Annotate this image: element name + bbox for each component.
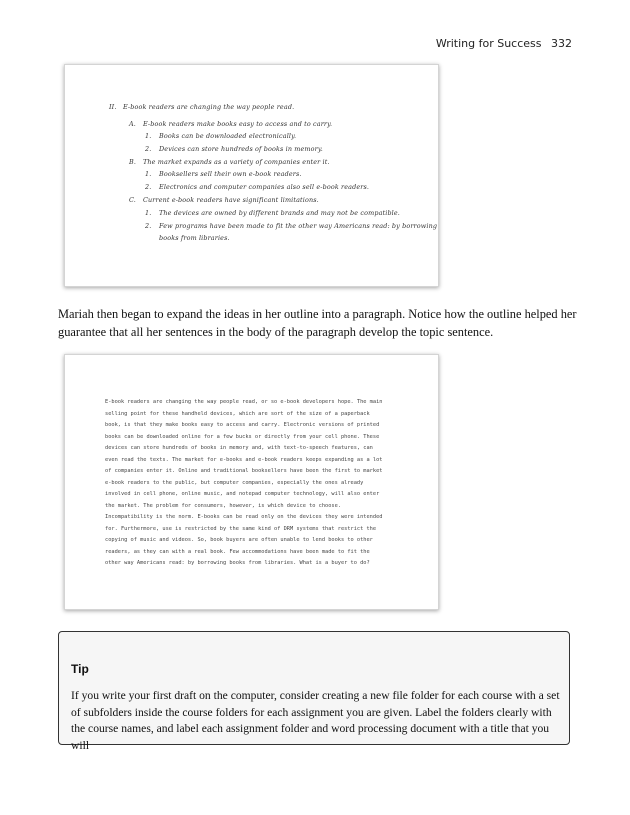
draft-line: copying of music and videos. So, book buyers are often unable to lend books to other — [105, 537, 373, 543]
paragraph-figure — [64, 354, 439, 610]
draft-line: other way Americans read: by borrowing books from libraries. What is a buyer to do? — [105, 560, 370, 566]
draft-line: involved in cell phone, online music, and notepad computer technology, will also enter — [105, 491, 380, 497]
tip-box — [58, 631, 570, 752]
page-number: 332 — [551, 37, 572, 50]
draft-line: readers, as they can with a real book. Few accommodations have been made to fit the — [105, 548, 370, 555]
tip-text: If you write your first draft on the computer, consider creating a new file folder for each course with a set of subfolders inside the course folders for each assignment you are given. Label the folders clearly with the course names, and label each assignment folder and word processing document with a title that you will — [71, 689, 560, 752]
outline-figure: II. E-book readers are changing the way people read. A. E-book readers make books easy to access and to carry. 1. Books can be downloaded electronically. 2. Devices can store hundreds of books in memory. B. The market expands as a variety of companies enter it. 1. Booksellers sell their own e-book readers. 2. Electronics and computer companies also sell e-book readers. C. Current e-book readers have significant limitations. 1. The devices are owned by different brands and may not be compatible. 2. Few programs have been made to fit the other way Americans read: by borrowing books from libraries. — [64, 64, 439, 287]
draft-line: e-book readers to the public, but computer companies, especially the ones already — [105, 479, 364, 486]
draft-line: the market. The problem for consumers, however, is which device to choose. — [105, 502, 341, 509]
page-header — [436, 37, 572, 50]
draft-line: devices can store hundreds of books in memory and, with text-to-speech features, can — [105, 445, 373, 451]
draft-line: Incompatibility is the norm. E-books can be read only on the devices they were intended — [105, 514, 383, 520]
draft-line: for. Furthermore, use is restricted by the same kind of DRM systems that restrict the — [105, 525, 377, 532]
tip-title: Tip — [71, 662, 89, 676]
draft-line: even read the texts. The market for e-books and e-book readers keeps expanding as a lot — [105, 456, 383, 463]
draft-line: books can be downloaded online for a few bucks or directly from your cell phone. These — [105, 433, 380, 440]
draft-line: selling point for these handheld devices, which are sort of the size of a paperback — [105, 410, 370, 417]
book-title: Writing for Success — [435, 37, 542, 50]
draft-line: book, is that they make books easy to access and carry. Electronic versions of printed — [105, 422, 380, 428]
draft-line: of companies enter it. Online and traditional booksellers have been the first to market — [105, 468, 383, 474]
draft-paragraph — [105, 397, 410, 570]
body-paragraph: Mariah then began to expand the ideas in her outline into a paragraph. Notice how the outline helped her guarantee that all her sentences in the body of the paragraph develop the topic sentence. — [58, 307, 577, 339]
draft-line: E-book readers are changing the way people read, or so e-book developers hope. The main — [105, 399, 383, 405]
